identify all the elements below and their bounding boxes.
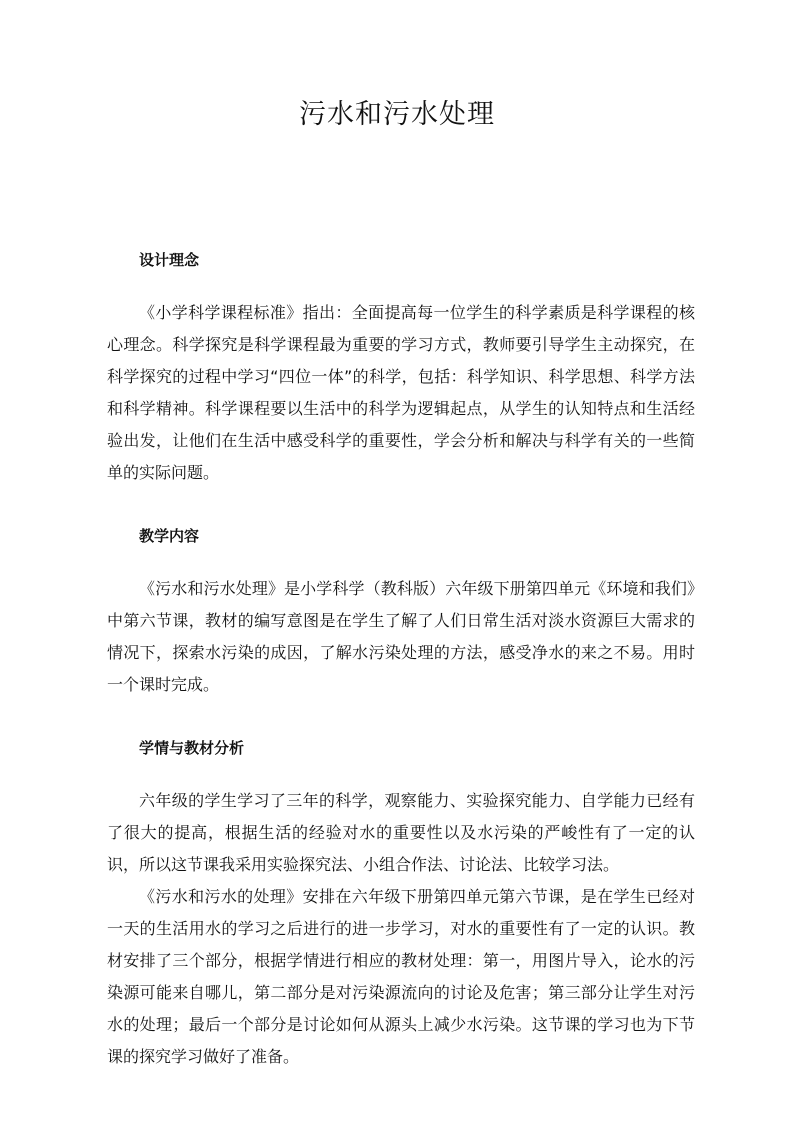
section-design-concept (107, 245, 695, 489)
section-learner-and-material-analysis (107, 733, 695, 1073)
paragraph: 六年级的学生学习了三年的科学，观察能力、实验探究能力、自学能力已经有了很大的提高，根据生活的经验对水的重要性以及水污染的严峻性有了一定的认识，所以这节课我采用实验探究法、小组合作法、讨论法、比较学习法。 (107, 791, 695, 874)
paragraph: 《污水和污水处理》是小学科学（教科版）六年级下册第四单元《环境和我们》中第六节课，教材的编写意图是在学生了解了人们日常生活对淡水资源巨大需求的情况下，探索水污染的成因，了解水污染处理的方法，感受净水的来之不易。用时一个课时完成。 (107, 579, 695, 694)
paragraph: 《小学科学课程标准》指出：全面提高每一位学生的科学素质是科学课程的核心理念。科学探究是科学课程最为重要的学习方式，教师要引导学生主动探究，在科学探究的过程中学习“四位一体”的科学，包括：科学知识、科学思想、科学方法和科学精神。科学课程要以生活中的科学为逻辑起点，从学生的认知特点和生活经验出发，让他们在生活中感受科学的重要性，学会分析和解决与科学有关的一些简单的实际问题。 (107, 303, 695, 482)
section-heading: 设计理念 (139, 251, 200, 269)
section-heading: 学情与教材分析 (139, 739, 245, 757)
section-heading: 教学内容 (139, 527, 200, 545)
paragraph: 《污水和污水的处理》安排在六年级下册第四单元第六节课，是在学生已经对一天的生活用水的学习之后进行的进一步学习，对水的重要性有了一定的认识。教材安排了三个部分，根据学情进行相应的教材处理：第一，用图片导入，论水的污染源可能来自哪儿，第二部分是对污染源流向的讨论及危害；第三部分让学生对污水的处理；最后一个部分是讨论如何从源头上减少水污染。这节课的学习也为下节课的探究学习做好了准备。 (107, 887, 695, 1066)
section-teaching-content (107, 521, 695, 701)
document-body (107, 245, 695, 1073)
document-title: 污水和污水处理 (299, 99, 495, 130)
